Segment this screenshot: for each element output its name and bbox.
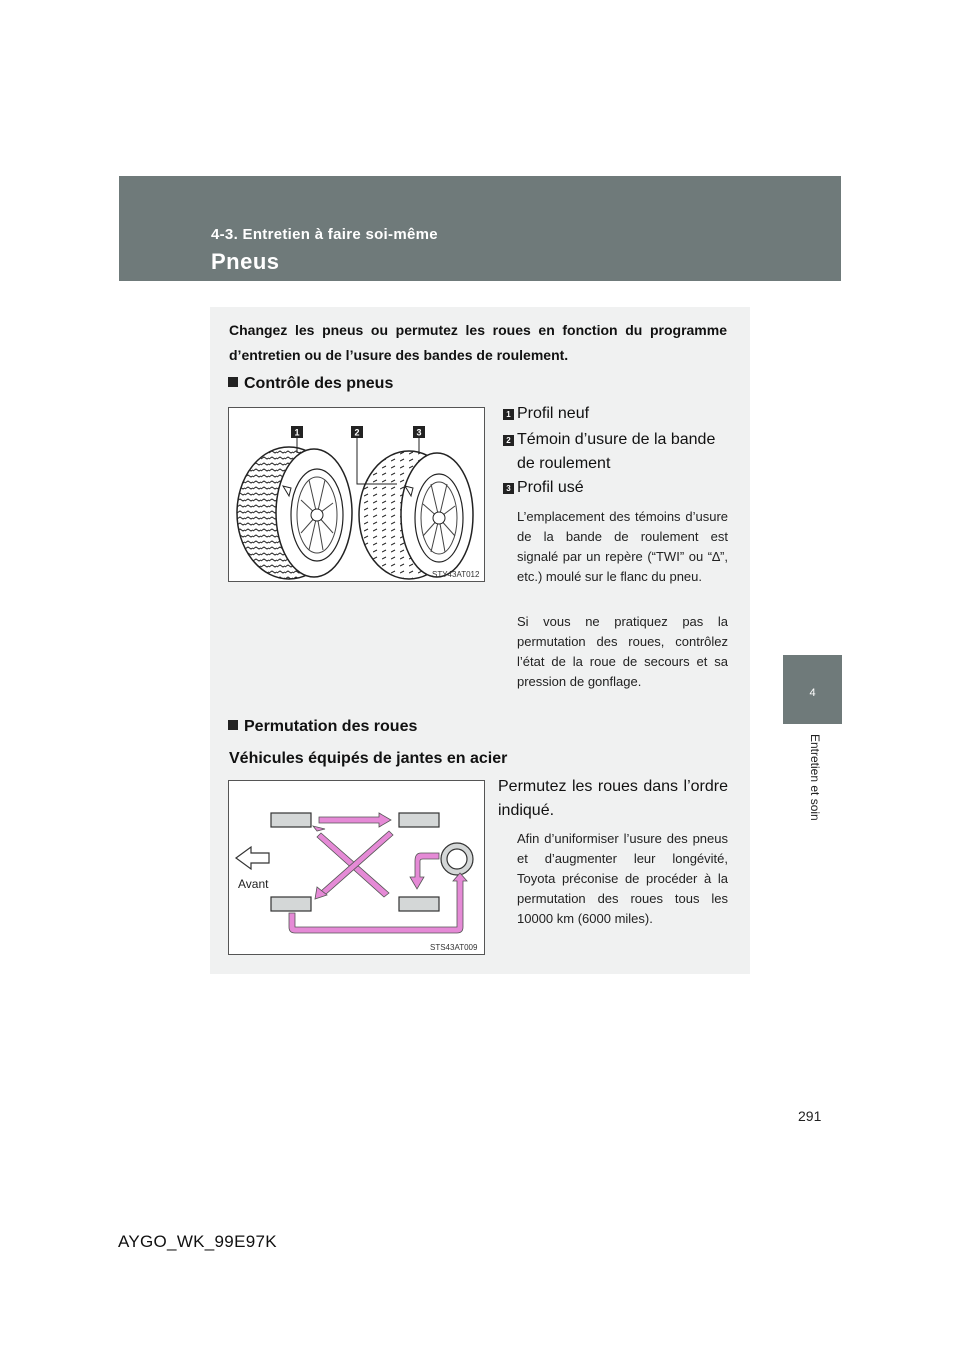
bullet-square-icon	[228, 720, 238, 730]
callout-1	[291, 426, 303, 438]
figure-code: STY43AT012	[432, 570, 480, 579]
tire-check-heading: Contrôle des pneus	[228, 375, 393, 393]
item-number: 2	[503, 435, 514, 446]
tread-indicator-note: L’emplacement des témoins d’usure de la bande de roulement est signalé par un repère (“TWI” ou “∆”, etc.) moulé sur le flanc du pneu.	[517, 509, 728, 584]
chapter-header	[119, 176, 841, 281]
callout-2	[351, 426, 363, 438]
svg-text:1: 1	[294, 427, 300, 438]
list-item	[503, 476, 584, 500]
svg-text:3: 3	[416, 427, 422, 438]
item-label: Témoin d’usure de la bande de roulement	[517, 431, 716, 472]
svg-text:2: 2	[354, 427, 360, 438]
wheel-front-right	[399, 813, 439, 827]
figure-code: STS43AT009	[430, 943, 478, 952]
chapter-label: Entretien et soin	[808, 734, 822, 821]
rotation-subheading: Véhicules équipés de jantes en acier	[229, 750, 508, 767]
rotation-figure	[228, 780, 485, 955]
section-title: 4-3. Entretien à faire soi-même	[211, 226, 438, 243]
rotation-diagram	[229, 781, 484, 954]
bullet-square-icon	[228, 377, 238, 387]
item-label: Profil neuf	[517, 405, 590, 422]
tire-tread-illustration	[229, 408, 484, 581]
front-arrow-icon	[236, 847, 269, 869]
wheel-rear-left	[271, 897, 311, 911]
wheel-rear-right	[399, 897, 439, 911]
worn-tire-graphic	[359, 451, 473, 579]
item-number: 1	[503, 409, 514, 420]
intro-text: Changez les pneus ou permutez les roues en fonction du programme d’entretien ou de l’usure des bandes de roulement.	[229, 322, 727, 363]
rotation-arrow-icon	[319, 813, 391, 827]
chapter-tab-label	[783, 724, 842, 844]
chapter-number: 4	[809, 687, 816, 699]
page-number: 291	[798, 1108, 822, 1124]
rotation-instruction: Permutez les roues dans l’ordre indiqué.	[498, 778, 728, 819]
new-tire-graphic	[237, 447, 352, 579]
chapter-tab[interactable]	[783, 655, 842, 724]
rotation-heading: Permutation des roues	[228, 718, 417, 736]
item-number: 3	[503, 483, 514, 494]
wheel-front-left	[271, 813, 311, 827]
callout-3	[413, 426, 425, 438]
front-label: Avant	[238, 877, 269, 891]
page-title: Pneus	[211, 249, 280, 274]
list-item	[503, 428, 716, 472]
spare-tire-note: Si vous ne pratiquez pas la permutation des roues, contrôlez l’état de la roue de secours et sa pression de gonflage.	[517, 614, 728, 689]
item-label: Profil usé	[517, 479, 584, 496]
tire-tread-figure	[228, 407, 485, 582]
list-item	[503, 402, 590, 426]
footer-code: AYGO_WK_99E97K	[118, 1232, 277, 1251]
rotation-note: Afin d’uniformiser l’usure des pneus et d’augmenter leur longévité, Toyota préconise de procéder à la permutation des roues tous les 10000 km (6000 miles).	[517, 831, 728, 926]
